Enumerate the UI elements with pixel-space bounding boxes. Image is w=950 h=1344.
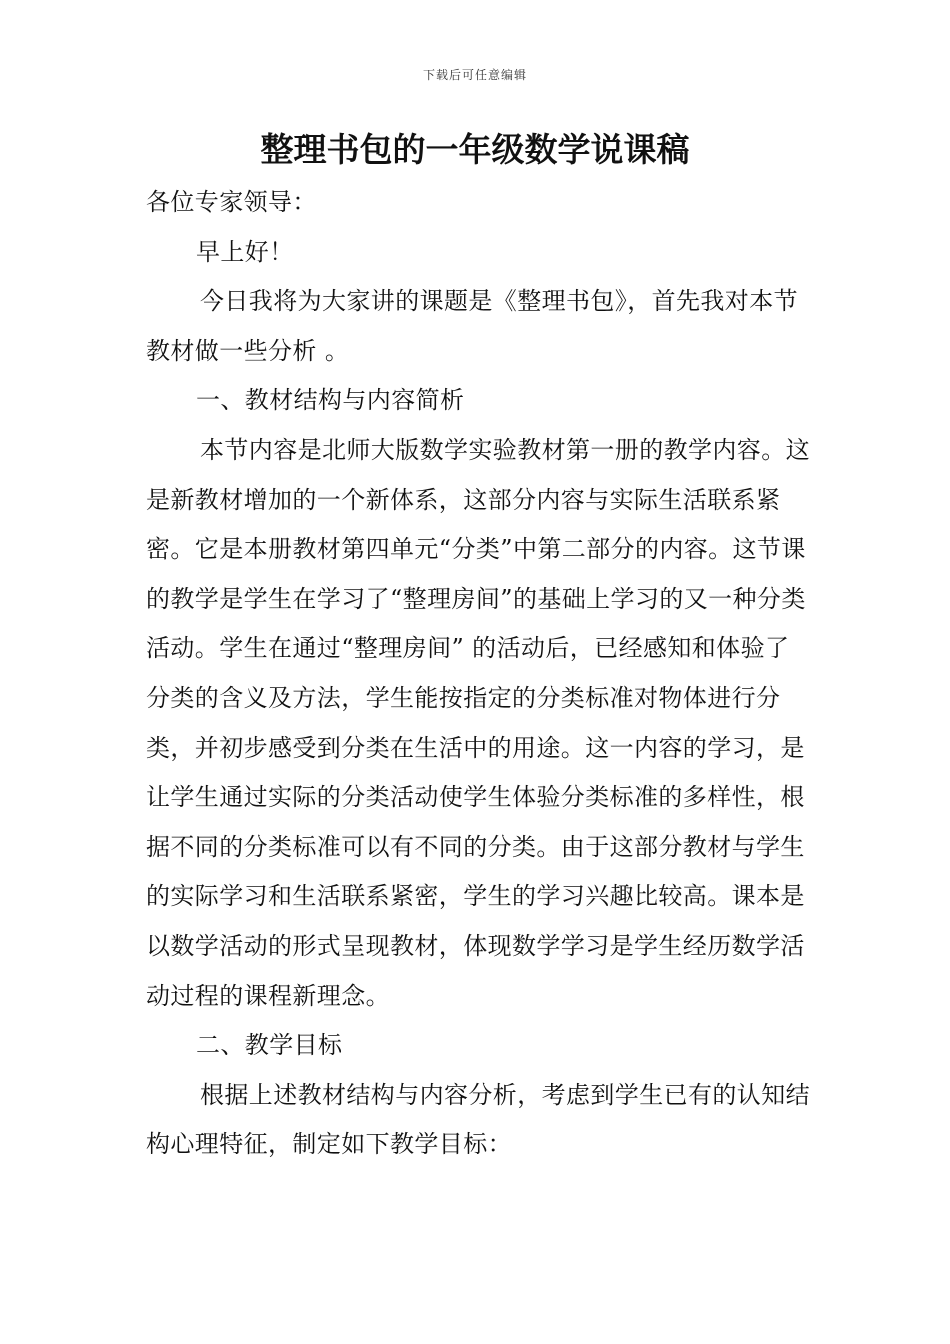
document-body	[146, 178, 810, 1170]
section-heading-1: 一、教材结构与内容简析	[196, 386, 465, 415]
paragraph-objectives-intro: 根据上述教材结构与内容分析，考虑到学生已有的认知结构心理特征，制定如下教学目标：	[146, 1080, 810, 1159]
document-title: 整理书包的一年级数学说课稿	[260, 130, 690, 169]
paragraph-intro: 今日我将为大家讲的课题是《整理书包》，首先我对本节教材做一些分析 。	[146, 287, 798, 365]
greeting: 早上好！	[196, 237, 294, 266]
salutation: 各位专家领导：	[146, 188, 317, 216]
section-heading-2: 二、教学目标	[196, 1031, 343, 1060]
header-note: 下载后可任意编辑	[422, 68, 527, 82]
paragraph-material-analysis: 本节内容是北师大版数学实验教材第一册的教学内容。这是新教材增加的一个新体系，这部分内容与实际生活联系紧密。它是本册教材第四单元“分类”中第二部分的内容。这节课的教学是学生在学习了“整理房间”的基础上学习的又一种分类活动。学生在通过“整理房间” 的活动后，已经感知和体验了分类的含义及方法，学生能按指定的分类标准对物体进行分类，并初步感受到分类在生活中的用途。这一内容的学习，是让学生通过实际的分类活动使学生体验分类标准的多样性，根据不同的分类标准可以有不同的分类。由于这部分教材与学生的实际学习和生活联系紧密，学生的学习兴趣比较高。课本是以数学活动的形式呈现教材，体现数学学习是学生经历数学活动过程的课程新理念。	[146, 435, 810, 1010]
